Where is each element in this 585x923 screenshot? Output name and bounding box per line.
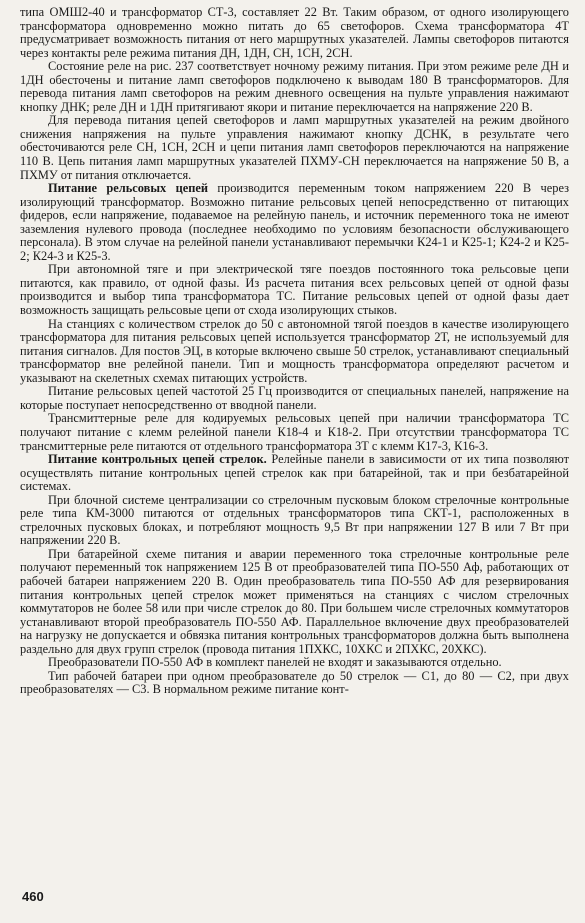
- paragraph: [20, 656, 569, 670]
- paragraph-text: типа ОМШ2-40 и трансформатор СТ-3, составляет 22 Вт. Таким образом, от одного изолирующего трансформатора одновременно можно питать до 65 светофоров. Схема трансформатора 4Т предусматривает возможность питания от него маршрутных указателей. Лампы светофоров питаются через контакты реле режима питания ДН, 1ДН, СН, 1СН, 2СН.: [20, 5, 569, 60]
- paragraph: [20, 453, 569, 494]
- paragraph: [20, 670, 569, 697]
- paragraph: [20, 263, 569, 317]
- run-in-heading: Питание контрольных цепей стрелок.: [48, 452, 267, 467]
- paragraph: [20, 548, 569, 656]
- paragraph-text: Состояние реле на рис. 237 соответствует ночному режиму питания. При этом режиме реле ДН и 1ДН обесточены и питание ламп светофоров подключено к выводам 180 В трансформаторов. Для перевода питания ламп светофоров на режим дневного освещения на пульте управления нажимают кнопку ДНК; реле ДН и 1ДН притягивают якори и питание переключается на напряжение 220 В.: [20, 59, 569, 114]
- paragraph: [20, 6, 569, 60]
- paragraph-text: При батарейной схеме питания и аварии переменного тока стрелочные контрольные реле получают переменный ток напряжением 125 В от преобразователей типа ПО-550 Аф, работающих от рабочей батареи напряжением 220 В. Один преобразователь типа ПО-550 АФ для резервирования питания контрольных цепей стрелок может применяться на станциях с числом стрелочных коммутаторов не более 58 или при числе стрелок до 80. При большем числе стрелочных коммутаторов устанавливают второй преобразователь ПО-550 АФ. Параллельное включение двух преобразователей на нагрузку не допускается и обвязка питания контрольных трансформаторов должна быть выполнена раздельно для двух групп стрелок (провода питания 1ПХКС, 10ХКС и 2ПХКС, 20ХКС).: [20, 546, 569, 656]
- paragraph-text: производится переменным током напряжением 220 В через изолирующий трансформатор. Возможно питание рельсовых цепей непосредственно от питающих фидеров, если напряжение, подаваемое на релейную панель, и источник переменного тока не имеют заземления нулевого провода (последнее необходимо по условиям безопасности обслуживающего персонала). В этом случае на релейной панели устанавливают перемычки К24-1 и К25-1; К24-2 и К25-2; К24-3 и К25-3.: [20, 181, 569, 263]
- page-number: 460: [22, 889, 44, 904]
- paragraph-text: Питание рельсовых цепей частотой 25 Гц производится от специальных панелей, напряжение на которые поступает непосредственно от вводной панели.: [20, 384, 569, 412]
- paragraph-text: Преобразователи ПО-550 АФ в комплект панелей не входят и заказываются отдельно.: [48, 655, 502, 670]
- paragraph-text: При блочной системе централизации со стрелочным пусковым блоком стрелочные контрольные реле типа КМ-3000 питаются от отдельных трансформаторов типа СКТ-1, расположенных в стрелочных пусковых блоках, и потребляют мощность 9,5 Вт при напряжении 127 В или 7 Вт при напряжении 220 В.: [20, 492, 569, 548]
- run-in-heading: Питание рельсовых цепей: [48, 181, 208, 196]
- paragraph: [20, 114, 569, 182]
- paragraph: [20, 182, 569, 263]
- paragraph-text: При автономной тяге и при электрической тяге поездов постоянного тока рельсовые цепи питаются, как правило, от одной фазы. Из расчета питания всех рельсовых цепей от одной фазы производится и выбор типа трансформатора ТС. Питание рельсовых цепей от одной фазы дает возможность защищать рельсовые цепи от схода изолирующих стыков.: [20, 262, 569, 318]
- paragraph: [20, 412, 569, 453]
- paragraph-text: Трансмиттерные реле для кодируемых рельсовых цепей при наличии трансформатора ТС получают питание с клемм релейной панели К18-4 и К18-2. При отсутствии трансформатора ТС трансмиттерные реле питаются от отдельного трансформатора 3Т с клемм К17-3, К16-3.: [20, 411, 569, 453]
- body-text: [20, 6, 569, 697]
- paragraph-text: На станциях с количеством стрелок до 50 с автономной тягой поездов в качестве изолирующего трансформатора для питания рельсовых цепей используется трансформатор 2Т, не используемый для питания сигналов. Для постов ЭЦ, в которые включено свыше 50 стрелок, устанавливают специальный трансформатор вне релейной панели. Тип и мощность трансформатора определяют расчетом и указывают на скелетных схемах питающих устройств.: [20, 316, 569, 385]
- paragraph: [20, 385, 569, 412]
- paragraph: [20, 494, 569, 548]
- paragraph: [20, 60, 569, 114]
- paragraph: [20, 318, 569, 386]
- paragraph-text: Релейные панели в зависимости от их типа позволяют осуществлять питание контрольных цепей стрелок как при батарейной, так и при безбатарейной системах.: [20, 452, 569, 494]
- paragraph-text: Тип рабочей батареи при одном преобразователе до 50 стрелок — С1, до 80 — С2, при двух преобразователях — С3. В нормальном режиме питание конт-: [20, 668, 569, 697]
- paragraph-text: Для перевода питания цепей светофоров и ламп маршрутных указателей на режим двойного снижения напряжения на пульте управления нажимают кнопку ДСНК, в результате чего обесточиваются реле СН, 1СН, 2СН и цепи питания ламп светофоров переключаются на напряжение 110 В. Цепь питания ламп маршрутных указателей ПХМУ-СН переключается на напряжение 50 В, а ПХМУ от питания отключается.: [20, 113, 569, 182]
